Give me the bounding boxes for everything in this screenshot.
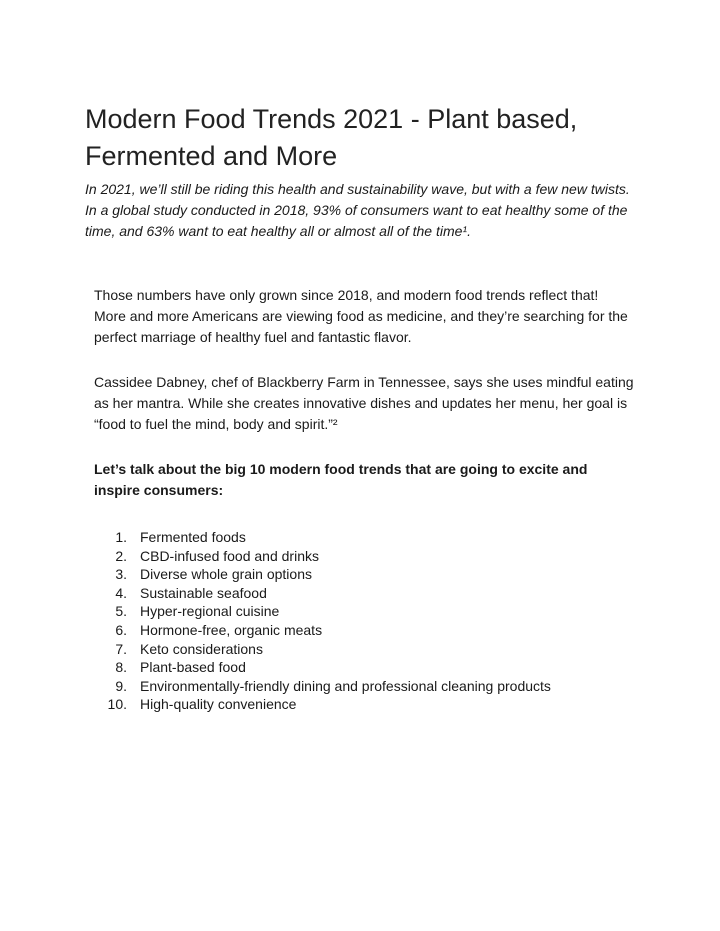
list-item-text: Fermented foods [140, 529, 246, 545]
list-item-text: Keto considerations [140, 640, 263, 657]
list-lead-heading: Let’s talk about the big 10 modern food trends that are going to excite and inspire consumers: [94, 461, 588, 498]
list-item [94, 584, 634, 603]
list-item [94, 695, 634, 714]
list-item-number: 9. [115, 677, 127, 694]
list-item-number: 2. [115, 547, 127, 564]
paragraph-numbers-growth: Those numbers have only grown since 2018, and modern food trends reflect that! More and more Americans are viewing food as medicine, and they’re searching for the perfect marriage of healthy fuel and fantastic flavor. [94, 287, 628, 345]
list-item-text: Plant-based food [140, 659, 246, 676]
list-item-number: 4. [115, 584, 127, 601]
list-item [94, 658, 634, 677]
list-item [94, 677, 634, 696]
list-item [94, 528, 634, 547]
list-item-number: 10. [107, 696, 127, 713]
list-item-text: Sustainable seafood [140, 584, 267, 601]
list-item [94, 565, 634, 584]
list-item [94, 640, 634, 659]
list-item-number: 6. [115, 621, 127, 638]
list-item-text: Hyper-regional cuisine [140, 603, 280, 620]
list-item-number: 8. [115, 659, 127, 676]
list-item-text: Diverse whole grain options [140, 566, 312, 583]
page-title: Modern Food Trends 2021 - Plant based, Fermented and More [85, 104, 578, 171]
list-item-number: 3. [115, 566, 127, 583]
intro-subtitle: In 2021, we’ll still be riding this health and sustainability wave, but with a few new twists. In a global study conducted in 2018, 93% of consumers want to eat healthy some of the time, and 63% want to eat healthy all or almost all of the time¹. [85, 181, 630, 239]
list-item-text: High-quality convenience [140, 696, 297, 713]
paragraph-chef-quote: Cassidee Dabney, chef of Blackberry Farm in Tennessee, says she uses mindful eating as her mantra. While she creates innovative dishes and updates her menu, her goal is “food to fuel the mind, body and spirit.”² [94, 374, 634, 432]
trends-list [94, 528, 634, 714]
list-item-text: Hormone-free, organic meats [140, 621, 323, 638]
list-item-number: 7. [115, 640, 127, 657]
list-item [94, 602, 634, 621]
list-item-number: 1. [115, 529, 127, 545]
list-item [94, 547, 634, 566]
list-item-text: Environmentally-friendly dining and professional cleaning products [140, 677, 551, 694]
list-item-number: 5. [115, 603, 127, 620]
list-item [94, 621, 634, 640]
list-item-text: CBD-infused food and drinks [140, 547, 319, 564]
